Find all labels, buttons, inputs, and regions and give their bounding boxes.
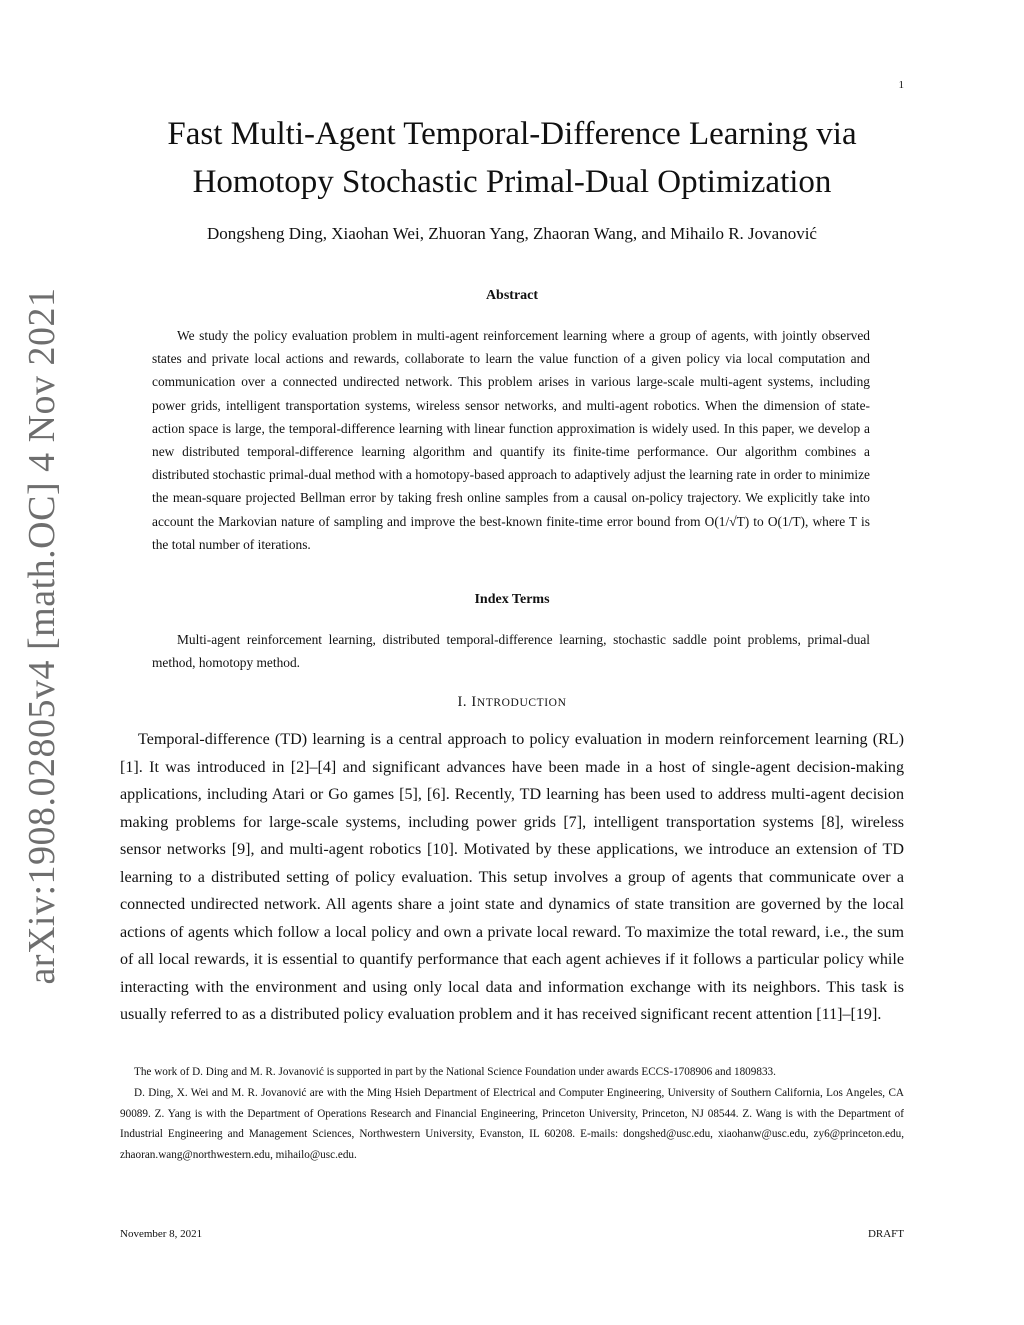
abstract-heading: Abstract [485,288,539,303]
funding-footnote: The work of D. Ding and M. R. Jovanović is supported in part by the National Science Foundation under awards ECCS-1708906 and 1809833. [134,1066,776,1078]
affiliation-footnote: D. Ding, X. Wei and M. R. Jovanović are with the Ming Hsieh Department of Electrical and Computer Engineering, University of Southern California, Los Angeles, CA 90089. Z. Yang is with the Department of Operations Research and Financial Engineering, Princeton University, Princeton, NJ 08544. Z. Wang is with the Department of Industrial Engineering and Management Sciences, Northwestern University, Evanston, IL 60208. E-mails: dongshed@usc.edu, xiaohanw@usc.edu, zy6@princeton.edu, zhaoran.wang@northwestern.edu, mihailo@usc.edu. [120,1086,904,1162]
arxiv-identifier-stamp: arXiv:1908.02805v4 [math.OC] 4 Nov 2021 [21,287,63,985]
title-line-2: Homotopy Stochastic Primal-Dual Optimization [192,164,832,200]
footer-date: November 8, 2021 [120,1228,203,1240]
introduction-paragraph: Temporal-difference (TD) learning is a central approach to policy evaluation in modern reinforcement learning (RL) [1]. It was introduced in [2]–[4] and significant advances have been made in a host of single-agent decision-making applications, including Atari or Go games [5], [6]. Recently, TD learning has been used to address multi-agent decision making problems for large-scale systems, including power grids [7], intelligent transportation systems [8], wireless sensor networks [9], and multi-agent robotics [10]. Motivated by these applications, we introduce an extension of TD learning to a distributed setting of policy evaluation. This setup involves a group of agents that communicate over a connected undirected network. All agents share a joint state and dynamics of state transition are governed by the local actions of agents which follow a local policy and own a private local reward. To maximize the total reward, i.e., the sum of all local rewards, it is essential to quantify performance that each agent achieves if it follows a particular policy while interacting with the environment and using only local data and information exchange with its neighbors. This task is usually referred to as a distributed policy evaluation problem and it has received significant recent attention [11]–[19]. [120,731,904,1023]
index-terms-text: Multi-agent reinforcement learning, distributed temporal-difference learning, stochastic saddle point problems, primal-dual method, homotopy method. [152,632,870,671]
section-numeral: I. [457,694,468,710]
footnotes [120,1062,904,1166]
title-line-1: Fast Multi-Agent Temporal-Difference Learning via [167,116,857,152]
footer-draft-label: DRAFT [867,1228,904,1240]
index-terms-heading: Index Terms [474,592,550,607]
introduction-heading [120,694,904,711]
page-number: 1 [898,79,904,91]
paper-title [120,110,904,206]
section-title-initial: I [471,694,477,710]
section-title-rest: NTRODUCTION [476,697,567,709]
author-list: Dongsheng Ding, Xiaohan Wei, Zhuoran Yang, Zhaoran Wang, and Mihailo R. Jovanović [207,224,817,243]
abstract-text: We study the policy evaluation problem in multi-agent reinforcement learning where a group of agents, with jointly observed states and private local actions and rewards, collaborate to learn the value function of a given policy via local computation and communication over a connected undirected network. This problem arises in various large-scale multi-agent systems, including power grids, intelligent transportation systems, wireless sensor networks, and multi-agent robotics. When the dimension of state-action space is large, the temporal-difference learning with linear function approximation is widely used. In this paper, we develop a new distributed temporal-difference learning algorithm and quantify its finite-time performance. Our algorithm combines a distributed stochastic primal-dual method with a homotopy-based approach to adaptively adjust the learning rate in order to minimize the mean-square projected Bellman error by taking fresh online samples from a causal on-policy trajectory. We explicitly take into account the Markovian nature of sampling and improve the best-known finite-time error bound from O(1/√T) to O(1/T), where T is the total number of iterations. [152,328,870,552]
